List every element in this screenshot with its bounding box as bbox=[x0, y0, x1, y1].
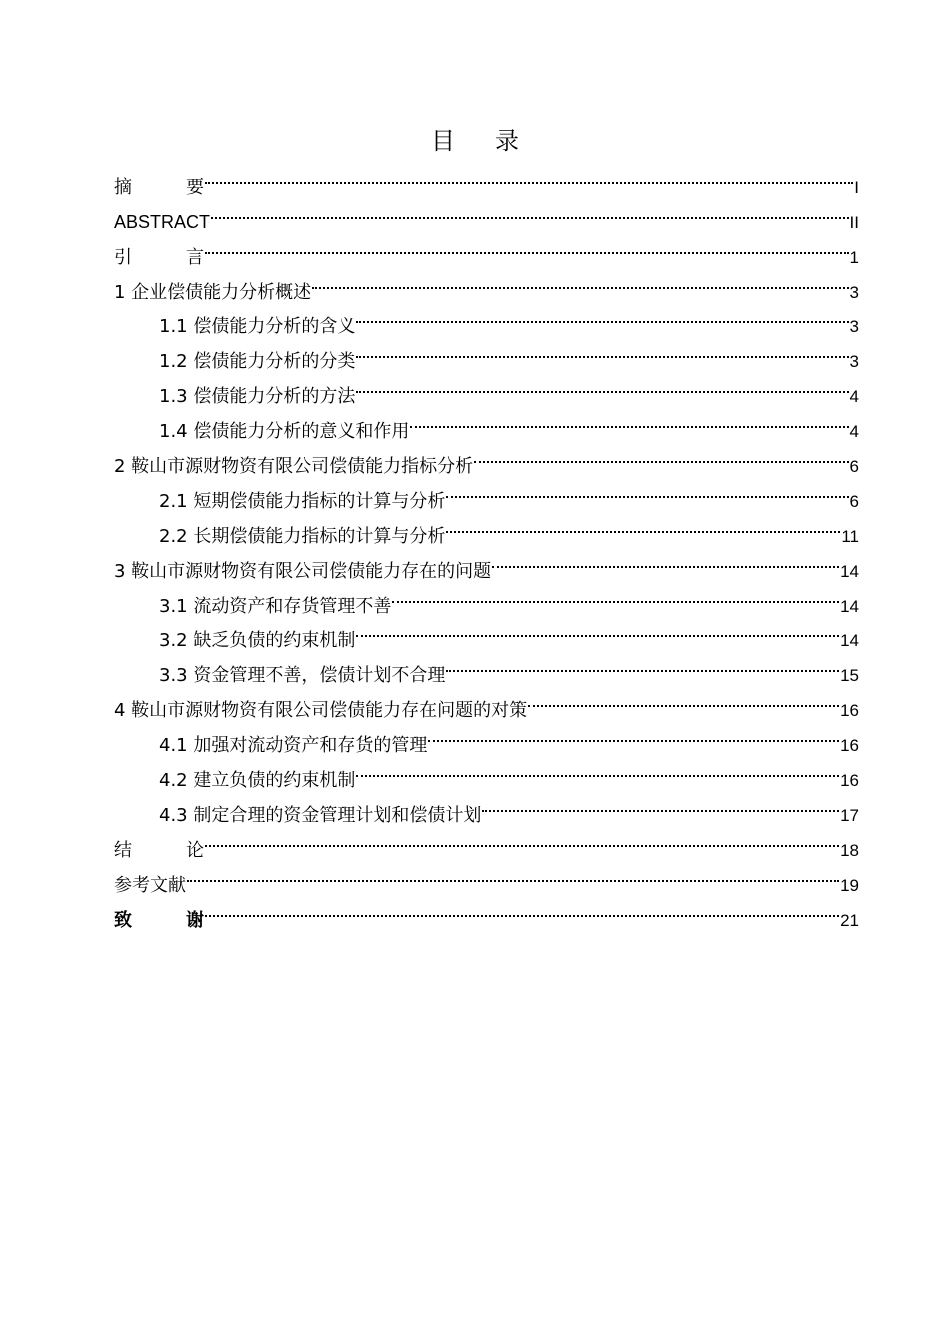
toc-entry-page: 16 bbox=[840, 701, 859, 721]
dot-leader bbox=[474, 437, 848, 472]
toc-entry-references[interactable] bbox=[114, 856, 859, 896]
dot-leader bbox=[428, 716, 839, 751]
toc-entry-page: 15 bbox=[840, 666, 859, 686]
toc-entry-label: 4.2 建立负债的约束机制 bbox=[159, 770, 356, 792]
toc-entry-label: 3.2 缺乏负债的约束机制 bbox=[159, 630, 356, 652]
toc-entry-label: 4 鞍山市源财物资有限公司偿债能力存在问题的对策 bbox=[114, 700, 528, 722]
toc-entry-label: 2 鞍山市源财物资有限公司偿债能力指标分析 bbox=[114, 456, 474, 478]
toc-entry-page: 1 bbox=[849, 247, 859, 267]
toc-entry-label: 3.1 流动资产和存货管理不善 bbox=[159, 595, 392, 617]
dot-leader bbox=[446, 507, 840, 542]
toc-entry-introduction[interactable] bbox=[114, 228, 859, 268]
toc-entry-label: 3 鞍山市源财物资有限公司偿债能力存在的问题 bbox=[114, 560, 492, 582]
toc-entry-page: I bbox=[854, 177, 859, 197]
dot-leader bbox=[528, 681, 839, 716]
table-of-contents bbox=[114, 158, 859, 931]
toc-entry-label: 结 论 bbox=[114, 839, 204, 861]
toc-entry-label: 4.3 制定合理的资金管理计划和偿债计划 bbox=[159, 804, 482, 826]
toc-entry-label: 2.1 短期偿债能力指标的计算与分析 bbox=[159, 490, 446, 512]
toc-entry-page: II bbox=[849, 212, 859, 232]
toc-title-char-1: 目 bbox=[431, 127, 455, 155]
toc-entry-page: 14 bbox=[840, 561, 859, 581]
toc-entry-page: 16 bbox=[840, 736, 859, 756]
dot-leader bbox=[392, 577, 839, 612]
toc-entry-page: 3 bbox=[849, 317, 859, 337]
dot-leader bbox=[205, 158, 853, 193]
toc-title-char-2: 录 bbox=[495, 127, 519, 155]
toc-entry-page: 21 bbox=[840, 910, 859, 930]
dot-leader bbox=[482, 786, 839, 821]
toc-entry-label: 摘 要 bbox=[114, 176, 204, 198]
toc-entry-label: 2.2 长期偿债能力指标的计算与分析 bbox=[159, 525, 446, 547]
toc-entry-abstract-cn[interactable] bbox=[114, 158, 859, 198]
dot-leader bbox=[187, 856, 839, 891]
toc-entry-page: 17 bbox=[840, 805, 859, 825]
toc-entry-label: 1.1 偿债能力分析的含义 bbox=[159, 316, 356, 338]
toc-entry-page: 4 bbox=[849, 422, 859, 442]
dot-leader bbox=[312, 263, 848, 298]
dot-leader bbox=[410, 402, 848, 437]
toc-entry-page: 11 bbox=[841, 526, 859, 546]
dot-leader bbox=[356, 751, 839, 786]
dot-leader bbox=[356, 298, 848, 333]
toc-entry-label: 4.1 加强对流动资产和存货的管理 bbox=[159, 735, 428, 757]
toc-entry-label: ABSTRACT bbox=[114, 211, 211, 232]
toc-entry-page: 3 bbox=[849, 282, 859, 302]
dot-leader bbox=[446, 472, 848, 507]
toc-entry-page: 3 bbox=[849, 352, 859, 372]
toc-entry-page: 14 bbox=[840, 596, 859, 616]
dot-leader bbox=[446, 646, 839, 681]
toc-entry-label: 致 谢 bbox=[114, 909, 204, 931]
toc-entry-label: 3.3 资金管理不善，偿债计划不合理 bbox=[159, 665, 446, 687]
toc-entry-label: 1 企业偿债能力分析概述 bbox=[114, 281, 312, 303]
toc-entry-label: 参考文献 bbox=[114, 874, 186, 896]
toc-entry-page: 16 bbox=[840, 771, 859, 791]
dot-leader bbox=[356, 367, 848, 402]
dot-leader bbox=[356, 612, 839, 647]
toc-entry-conclusion[interactable] bbox=[114, 821, 859, 861]
toc-entry-page: 18 bbox=[840, 840, 859, 860]
toc-entry-page: 6 bbox=[849, 491, 859, 511]
dot-leader bbox=[205, 228, 849, 263]
toc-entry-label: 1.3 偿债能力分析的方法 bbox=[159, 386, 356, 408]
dot-leader bbox=[211, 193, 849, 228]
toc-entry-chapter-1[interactable] bbox=[114, 263, 859, 303]
toc-entry-abstract-en[interactable] bbox=[114, 193, 859, 232]
toc-entry-label: 引 言 bbox=[114, 246, 204, 268]
toc-entry-page: 4 bbox=[849, 387, 859, 407]
dot-leader bbox=[205, 891, 839, 926]
toc-entry-page: 19 bbox=[840, 875, 859, 895]
dot-leader bbox=[356, 332, 848, 367]
toc-entry-page: 14 bbox=[840, 631, 859, 651]
toc-title bbox=[0, 124, 950, 158]
toc-entry-acknowledgements[interactable] bbox=[114, 891, 859, 931]
dot-leader bbox=[205, 821, 839, 856]
toc-entry-page: 6 bbox=[849, 457, 859, 477]
dot-leader bbox=[492, 542, 839, 577]
toc-entry-label: 1.2 偿债能力分析的分类 bbox=[159, 351, 356, 373]
toc-entry-label: 1.4 偿债能力分析的意义和作用 bbox=[159, 421, 410, 443]
